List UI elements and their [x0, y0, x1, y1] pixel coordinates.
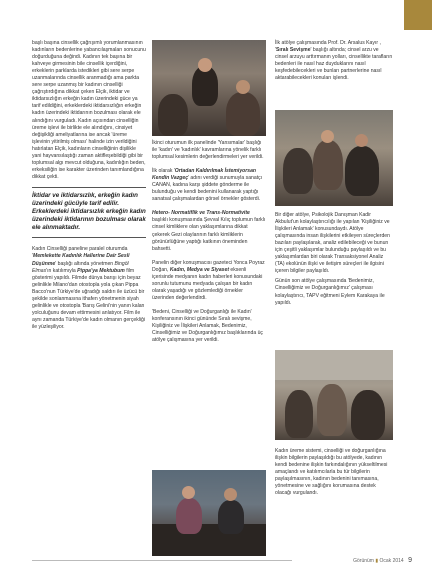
mid-paragraph-3: Panelin diğer konuşmacısı gazeteci Yonca Poyraz Doğan, Kadın, Medya ve Siyaset eksenli içerisinde medyanın kadın haberleri konusundaki sorunlu tutumunu medyada çalışan bir kadın olarak yaşadığı ve gözlemlediği örnekler üzerinden değerlendirdi. [152, 259, 265, 301]
panel-photo [152, 40, 266, 136]
footer-separator: ▮ [375, 558, 379, 564]
left-paragraph-1: başlı başına cinsellik çağrışımlı yorumlanmasının kadınların bedenlerine yabancılaşmaları sonucunu doğurduğuna değindi. Kadının tek başına bir kahveye girmesinin bile cinsellik içerdiğini, erkeklerin parklarda istedikleri gibi sere serpe uzanmalarında cinsellik aranmadığı ama parkta sere serpe uzanmış bir kadının cinselliği çağrıştırdığına dikkat çeken Elçik, iktidar ve iktidarsızlığın erkeğin kadın üzerindeki güce ya tarif edildiğini, erkeklerdeki iktidarsızlığın erkeğin kadın üzerindeki iktidarının bozulması olarak ele alındığını vurguladı. Kadın açısından cinselliğin üreme işlevi ile birlikte ele alındığını, cinsiyet değişikliği ameliyatlarına ise ancak 'üreme işlevinin yitirilmiş olması' halinde izin verildiğini hatırlatan Elçik, kadınların cinselliğinin dişilikle yani hayvansılaştığı zaman aktifleşebildiği gibi bir toplumsal algı mevcut olduğuna, kadınlığın beden, erkeksiliğin ise karakter üzerinden tanımlandığına dikkat çekti. [32, 40, 146, 180]
page-footer [300, 556, 412, 566]
corner-tab [404, 0, 432, 30]
pull-quote: İktidar ve iktidarsızlık, erkeğin kadın üzerindeki gücüyle tarif edilir. Erkeklerdeki iktidarsızlık erkeğin kadın üzerindeki iktidarının bozulması olarak ele alınmaktadır. [32, 187, 146, 238]
right-paragraph-3: Günün son atölye çalışmasında 'Bedenimiz, Cinselliğimiz ve Doğurganlığımız' çalışması kolaylaştırıcı, TAPV eğitmeni Eylem Karakaya ile yapıldı. [275, 278, 385, 306]
right-column-bottom [275, 448, 393, 497]
photo-caption: İkinci oturumun ilk panelinde 'Yansımalar' başlığı ile 'kadın' ve 'kadınlık' kavramlarına yönelik farklı toplumsal kesimlerin değerlendirmeleri yer verildi. [152, 140, 264, 161]
seminar-photo [275, 350, 393, 440]
mid-paragraph-2: Hetero- Normatiflik ve Trans-Normativite başlıklı konuşmasında Şevval Kılıç toplumun farklı cinsel kimliklere olan yaklaşımlarına dikkat çekerek Gezi olaylarının farklı kimliklerin görünürlüğüne yaptığı katkının öneminden bahsetti. [152, 210, 266, 252]
left-column [32, 40, 146, 331]
mid-paragraph-4: 'Bedeni, Cinselliği ve Doğurganlığı ile Kadın' konferansının ikinci gününde Sıralı sevişme, Kişiliğiniz ve İlişkileri Anlamak, Bedenimiz, Cinselliğimiz ve Doğurganlığımız başlıklarında üç atölye çalışmasına yer verildi. [152, 308, 263, 344]
magazine-name: Görünüm [353, 558, 374, 564]
right-column-middle [275, 212, 393, 307]
stage-photo [152, 470, 266, 556]
right-paragraph-4: Kadın üreme sistemi, cinselliği ve doğurganlığına ilişkin bilgilerin paylaşıldığı bu atölyede, kadının kendi bedenine ilişkin farkındalığının yükseltilmesi amaçlandı ve katılımcılarla bu tür bilgilerin paylaşılmasının, kadının bedenini tanımasına, yönetmesine ve sağlığını korumasına destek olacağı vurgulandı. [275, 448, 388, 497]
right-column [275, 40, 393, 82]
middle-column [152, 140, 266, 344]
page-number: 9 [408, 557, 412, 564]
right-paragraph-1: İlk atölye çalışmasında Prof. Dr. Arsalus Kayır , 'Sıralı Sevişme' başlığı altında; cinsel arzu ve cinsel arzuyu arttırmanın yolları, cinsellikte tarafların bedenleri ile nasıl haz duyduklarını nasıl keşfedebilecekleri ve bunları partnerlerine nasıl aktarabilecekleri konuları işlendi. [275, 40, 393, 82]
footer-rule [32, 560, 292, 561]
mid-paragraph-1: İlk olarak 'Ortadan Kaldırılmak İstemiyorsan Kendin Vazgeç' adını verdiği sunumuyla sanatçı CANAN, kadına karşı şiddete gönderme ile bulunduğu ve kendi bedenini kullanarak yaptığı sanatsal çalışmalardan görsel örnekler gösterdi. [152, 168, 263, 203]
issue-date: Ocak 2014 [379, 558, 404, 564]
left-paragraph-2: Kadın Cinselliği paneline paralel oturumda 'Memlekette Kadınlık Hallerine Dair Sesli Düşünme' başlığı altında yönetmen Bingöl Elmas'ın katılımıyla Pippa'ya Mektubum film gösterimi yapıldı. Filmde dünya barışı için beyaz gelinlikle Milano'dan otostopla yola çıkan Pippa Bacco'nun Türkiye'de uğradığı saldırı ile üzücü bir şekilde sonlanmasına ithafen yönetmenin siyah gelinlikle ve otostopla 'Barış Gelini'nin yanın kalan yolculuğunu devam ettirmesini anlatıyor. Film ile aynı zamanda Türkiye'de kadın olmanın gerçekliği ile yüzleşiliyor. [32, 246, 146, 330]
right-paragraph-2: Bir diğer atölye, Psikolojik Danışman Kadir Akbulut'un kolaylaştırıcılığı ile yapılan 'Kişiliğiniz ve İlişkileri Anlamak' konusundaydı. Atölye çalışmasında insan ilişkilerini etkileyen süreçlerden bazıları paylaşılarak, analiz edilebileceği ve bunun için çeşitli yaklaşımlar bulunduğu paylaşıldı ve bu yaklaşımlardan biri olarak Transaksiyonel Analiz (TA) ekolünün ilişki ve iletişim süreçleri ile ilgisini içeren bilgiler paylaşıldı. [275, 212, 390, 275]
workshop-photo [275, 110, 393, 206]
